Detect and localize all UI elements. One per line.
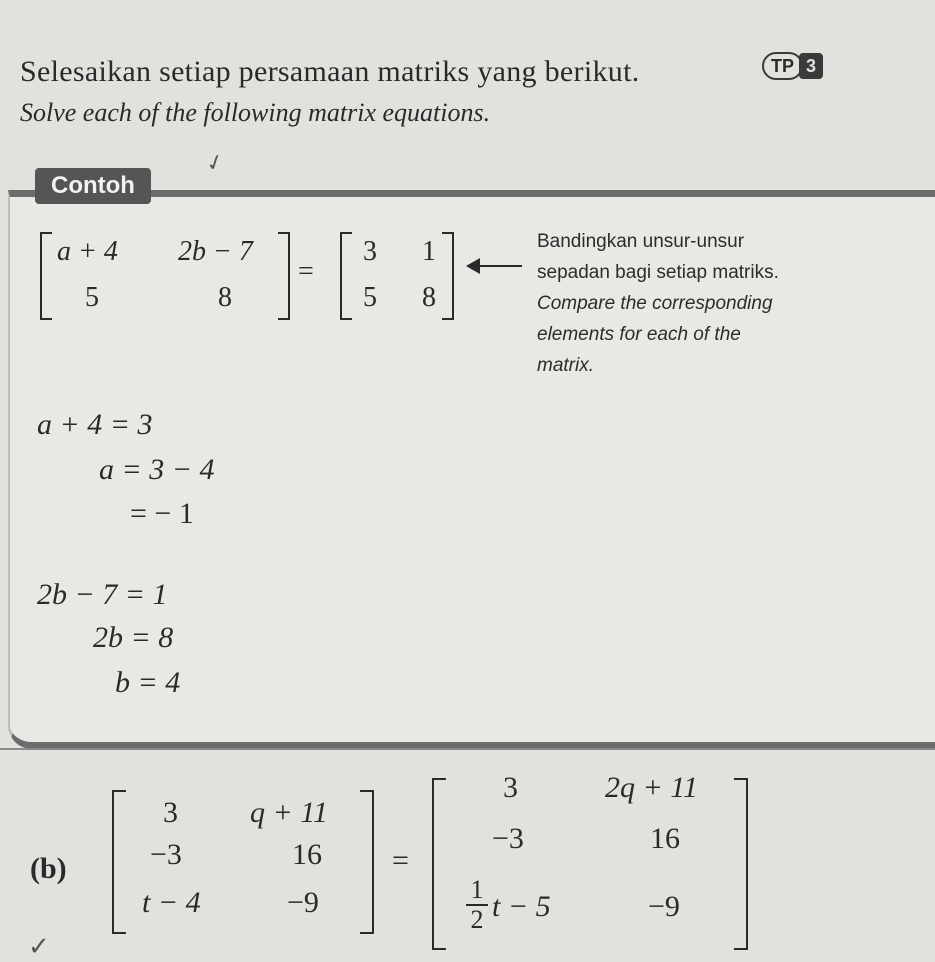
matrix-cell: 5 <box>85 282 99 313</box>
check-mark-icon: ✓ <box>28 932 50 961</box>
instruction-malay: Selesaikan setiap persamaan matriks yang berikut. <box>20 55 640 88</box>
fraction-numerator: 1 <box>470 875 484 904</box>
step-b-2: 2b = 8 <box>93 621 174 654</box>
right-bracket-icon <box>278 232 290 320</box>
matrix-cell: 5 <box>363 282 377 313</box>
step-a-3: = − 1 <box>130 497 194 530</box>
step-b-1: 2b − 7 = 1 <box>37 578 168 611</box>
fraction-denominator: 2 <box>466 904 488 934</box>
matrix-cell: −9 <box>648 890 680 923</box>
matrix-cell: q + 11 <box>250 796 329 829</box>
left-bracket-icon <box>432 778 446 950</box>
note-english-line1: Compare the corresponding <box>537 293 773 314</box>
left-bracket-icon <box>112 790 126 934</box>
matrix-cell: 3 <box>163 796 178 829</box>
matrix-cell: 3 <box>363 236 377 267</box>
matrix-cell: 16 <box>650 822 680 855</box>
matrix-cell: −3 <box>150 838 182 871</box>
matrix-cell: 2q + 11 <box>605 771 699 804</box>
right-bracket-icon <box>360 790 374 934</box>
left-bracket-icon <box>40 232 52 320</box>
question-label: (b) <box>30 852 67 885</box>
matrix-cell: −9 <box>287 886 319 919</box>
matrix-cell: 2b − 7 <box>178 236 253 267</box>
equals-sign: = <box>298 256 314 287</box>
instruction-english: Solve each of the following matrix equations. <box>20 98 491 127</box>
tp-level-badge <box>762 52 823 80</box>
equals-sign: = <box>392 844 409 877</box>
check-mark-icon: ✓ <box>202 147 228 178</box>
example-label: Contoh <box>35 168 151 204</box>
divider <box>0 748 935 750</box>
fraction <box>466 876 488 934</box>
matrix-cell: a + 4 <box>57 236 118 267</box>
note-english-line2: elements for each of the <box>537 324 741 345</box>
matrix-cell: −3 <box>492 822 524 855</box>
note-english-line3: matrix. <box>537 355 594 376</box>
note-malay-line2: sepadan bagi setiap matriks. <box>537 262 779 283</box>
matrix-cell: 8 <box>422 282 436 313</box>
right-bracket-icon <box>734 778 748 950</box>
tp-label: TP <box>762 52 803 80</box>
matrix-cell: t − 5 <box>492 890 551 923</box>
matrix-cell: t − 4 <box>142 886 201 919</box>
matrix-cell: 3 <box>503 771 518 804</box>
left-bracket-icon <box>340 232 352 320</box>
matrix-cell: 1 <box>422 236 436 267</box>
step-a-2: a = 3 − 4 <box>99 453 215 486</box>
matrix-cell: 16 <box>292 838 322 871</box>
tp-level-number: 3 <box>799 53 823 79</box>
note-malay-line1: Bandingkan unsur-unsur <box>537 231 745 252</box>
matrix-cell: 8 <box>218 282 232 313</box>
step-a-1: a + 4 = 3 <box>37 408 153 441</box>
right-bracket-icon <box>442 232 454 320</box>
arrow-head-icon <box>466 258 480 274</box>
step-b-3: b = 4 <box>115 666 181 699</box>
